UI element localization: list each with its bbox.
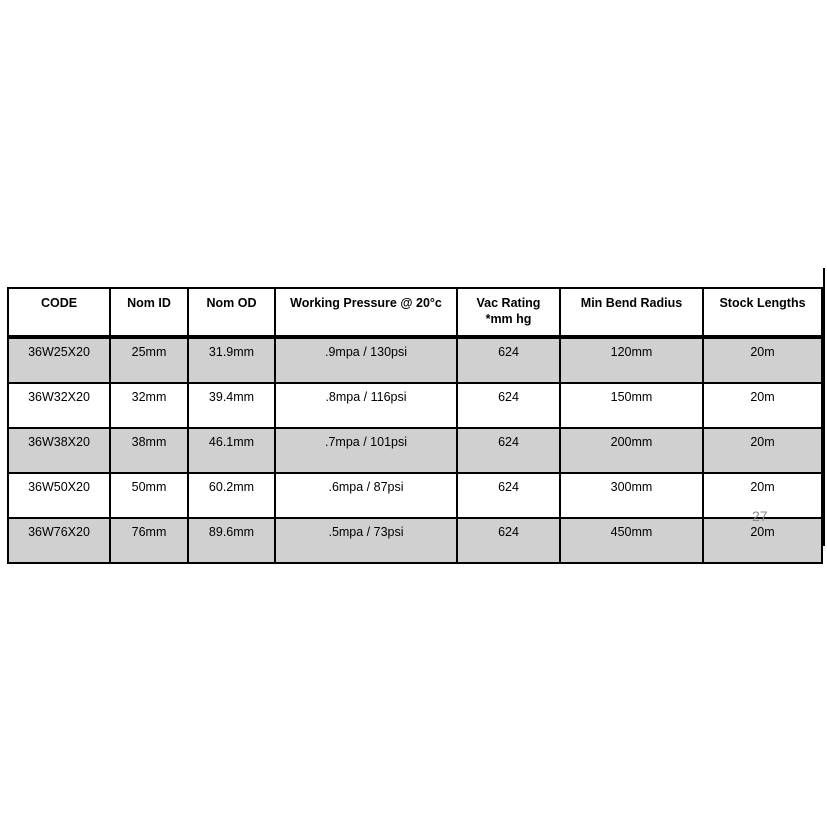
table-row	[8, 428, 822, 473]
cell-vac-rating: 624	[457, 473, 560, 518]
cell-nom-od: 39.4mm	[188, 383, 275, 428]
cell-working-pressure: .8mpa / 116psi	[275, 383, 457, 428]
table-row	[8, 383, 822, 428]
header-min-bend-radius: Min Bend Radius	[560, 288, 703, 337]
cell-min-bend-radius: 200mm	[560, 428, 703, 473]
cell-nom-od: 46.1mm	[188, 428, 275, 473]
header-working-pressure: Working Pressure @ 20°c	[275, 288, 457, 337]
cell-min-bend-radius: 120mm	[560, 337, 703, 383]
cell-vac-rating: 624	[457, 518, 560, 563]
cell-code: 36W32X20	[8, 383, 110, 428]
header-stock-lengths: Stock Lengths	[703, 288, 822, 337]
cell-nom-od: 60.2mm	[188, 473, 275, 518]
cell-nom-id: 38mm	[110, 428, 188, 473]
cell-nom-id: 50mm	[110, 473, 188, 518]
cell-nom-id: 25mm	[110, 337, 188, 383]
cell-working-pressure: .5mpa / 73psi	[275, 518, 457, 563]
cell-nom-id: 76mm	[110, 518, 188, 563]
cell-working-pressure: .7mpa / 101psi	[275, 428, 457, 473]
table-row	[8, 473, 822, 518]
cell-stock-lengths: 20m	[703, 473, 822, 518]
page-number: 27	[752, 508, 768, 524]
cell-nom-od: 89.6mm	[188, 518, 275, 563]
cell-min-bend-radius: 450mm	[560, 518, 703, 563]
header-code: CODE	[8, 288, 110, 337]
cell-working-pressure: .9mpa / 130psi	[275, 337, 457, 383]
cell-code: 36W76X20	[8, 518, 110, 563]
header-nom-od: Nom OD	[188, 288, 275, 337]
page-edge-rule	[823, 268, 825, 546]
header-nom-id: Nom ID	[110, 288, 188, 337]
cell-code: 36W38X20	[8, 428, 110, 473]
cell-min-bend-radius: 150mm	[560, 383, 703, 428]
cell-min-bend-radius: 300mm	[560, 473, 703, 518]
cell-code: 36W25X20	[8, 337, 110, 383]
cell-stock-lengths: 20m	[703, 518, 822, 563]
cell-vac-rating: 624	[457, 383, 560, 428]
table-row	[8, 518, 822, 563]
cell-nom-id: 32mm	[110, 383, 188, 428]
header-vac-rating: Vac Rating *mm hg	[457, 288, 560, 337]
cell-code: 36W50X20	[8, 473, 110, 518]
cell-vac-rating: 624	[457, 337, 560, 383]
cell-vac-rating: 624	[457, 428, 560, 473]
cell-working-pressure: .6mpa / 87psi	[275, 473, 457, 518]
cell-stock-lengths: 20m	[703, 383, 822, 428]
cell-stock-lengths: 20m	[703, 428, 822, 473]
header-row	[8, 288, 822, 337]
table-row	[8, 337, 822, 383]
cell-stock-lengths: 20m	[703, 337, 822, 383]
hose-spec-table	[7, 287, 823, 564]
cell-nom-od: 31.9mm	[188, 337, 275, 383]
